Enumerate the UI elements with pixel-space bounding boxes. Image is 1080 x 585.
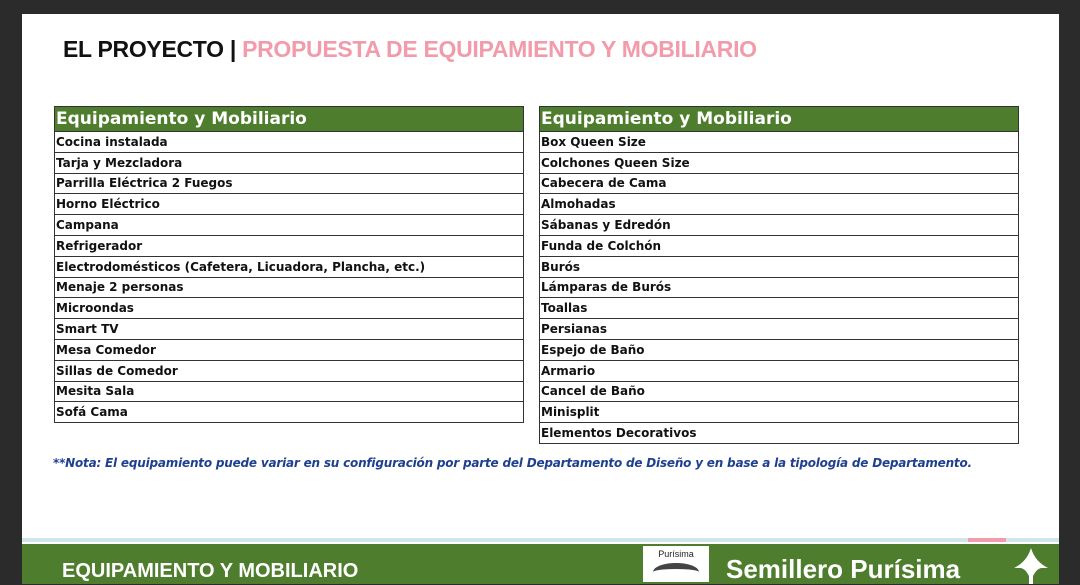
table-cell: Toallas (540, 298, 1019, 319)
table-cell: Menaje 2 personas (55, 277, 524, 298)
table-row (55, 298, 524, 319)
table-row (55, 235, 524, 256)
table-cell: Box Queen Size (540, 132, 1019, 153)
note-text: **Nota: El equipamiento puede variar en su configuración por parte del Departamento de Diseño y en base a la tipología de Departamento. (53, 456, 972, 470)
table-cell: Microondas (55, 298, 524, 319)
table-cell: Armario (540, 360, 1019, 381)
page-title (63, 36, 757, 63)
table-row (540, 173, 1019, 194)
table-row (55, 277, 524, 298)
accent-tab (968, 538, 1006, 542)
table-row (540, 298, 1019, 319)
table-cell: Cancel de Baño (540, 381, 1019, 402)
table-cell: Parrilla Eléctrica 2 Fuegos (55, 173, 524, 194)
table-row (540, 194, 1019, 215)
table-cell: Cocina instalada (55, 132, 524, 153)
table-row (540, 235, 1019, 256)
table-row (540, 360, 1019, 381)
table-cell: Funda de Colchón (540, 235, 1019, 256)
table-row (55, 402, 524, 423)
table-header: Equipamiento y Mobiliario (55, 107, 524, 132)
table-row (55, 360, 524, 381)
table-row (55, 256, 524, 277)
table-cell: Persianas (540, 319, 1019, 340)
equipment-table-bedroom (539, 106, 1019, 444)
table-cell: Almohadas (540, 194, 1019, 215)
table-row (540, 402, 1019, 423)
table-row (55, 173, 524, 194)
table-row (540, 215, 1019, 236)
table-row (55, 194, 524, 215)
footer-brand: Semillero Purísima (726, 554, 961, 584)
table-cell: Elementos Decorativos (540, 423, 1019, 444)
table-cell: Electrodomésticos (Cafetera, Licuadora, Plancha, etc.) (55, 256, 524, 277)
title-subtitle: PROPUESTA DE EQUIPAMIENTO Y MOBILIARIO (242, 36, 757, 62)
table-row (540, 152, 1019, 173)
table-cell: Mesa Comedor (55, 339, 524, 360)
footer-bar (22, 544, 1059, 584)
table-row (540, 339, 1019, 360)
slide (22, 14, 1059, 584)
table-cell: Smart TV (55, 319, 524, 340)
table-cell: Cabecera de Cama (540, 173, 1019, 194)
table-row (540, 319, 1019, 340)
table-cell: Sillas de Comedor (55, 360, 524, 381)
footer-logo-text: Purísima (658, 549, 694, 559)
footer-label: EQUIPAMIENTO Y MOBILIARIO (62, 560, 359, 582)
table-header: Equipamiento y Mobiliario (540, 107, 1019, 132)
table-cell: Horno Eléctrico (55, 194, 524, 215)
table-row (55, 215, 524, 236)
table-cell: Colchones Queen Size (540, 152, 1019, 173)
tree-logo-icon (1010, 546, 1052, 584)
table-row (540, 381, 1019, 402)
table-cell: Mesita Sala (55, 381, 524, 402)
title-separator: | (229, 36, 236, 62)
title-main: EL PROYECTO (63, 36, 224, 62)
table-cell: Refrigerador (55, 235, 524, 256)
table-cell: Minisplit (540, 402, 1019, 423)
table-cell: Burós (540, 256, 1019, 277)
table-cell: Tarja y Mezcladora (55, 152, 524, 173)
table-cell: Sábanas y Edredón (540, 215, 1019, 236)
table-row (540, 277, 1019, 298)
table-row (55, 319, 524, 340)
table-row (55, 381, 524, 402)
table-row (55, 152, 524, 173)
table-cell: Sofá Cama (55, 402, 524, 423)
table-row (55, 339, 524, 360)
table-cell: Campana (55, 215, 524, 236)
equipment-table-kitchen (54, 106, 524, 423)
table-cell: Espejo de Baño (540, 339, 1019, 360)
table-row (55, 132, 524, 153)
table-cell: Lámparas de Burós (540, 277, 1019, 298)
table-row (540, 256, 1019, 277)
table-row (540, 132, 1019, 153)
footer-logo (643, 546, 709, 582)
logo-mark-icon (653, 563, 699, 581)
table-row (540, 423, 1019, 444)
accent-line (22, 538, 1059, 542)
